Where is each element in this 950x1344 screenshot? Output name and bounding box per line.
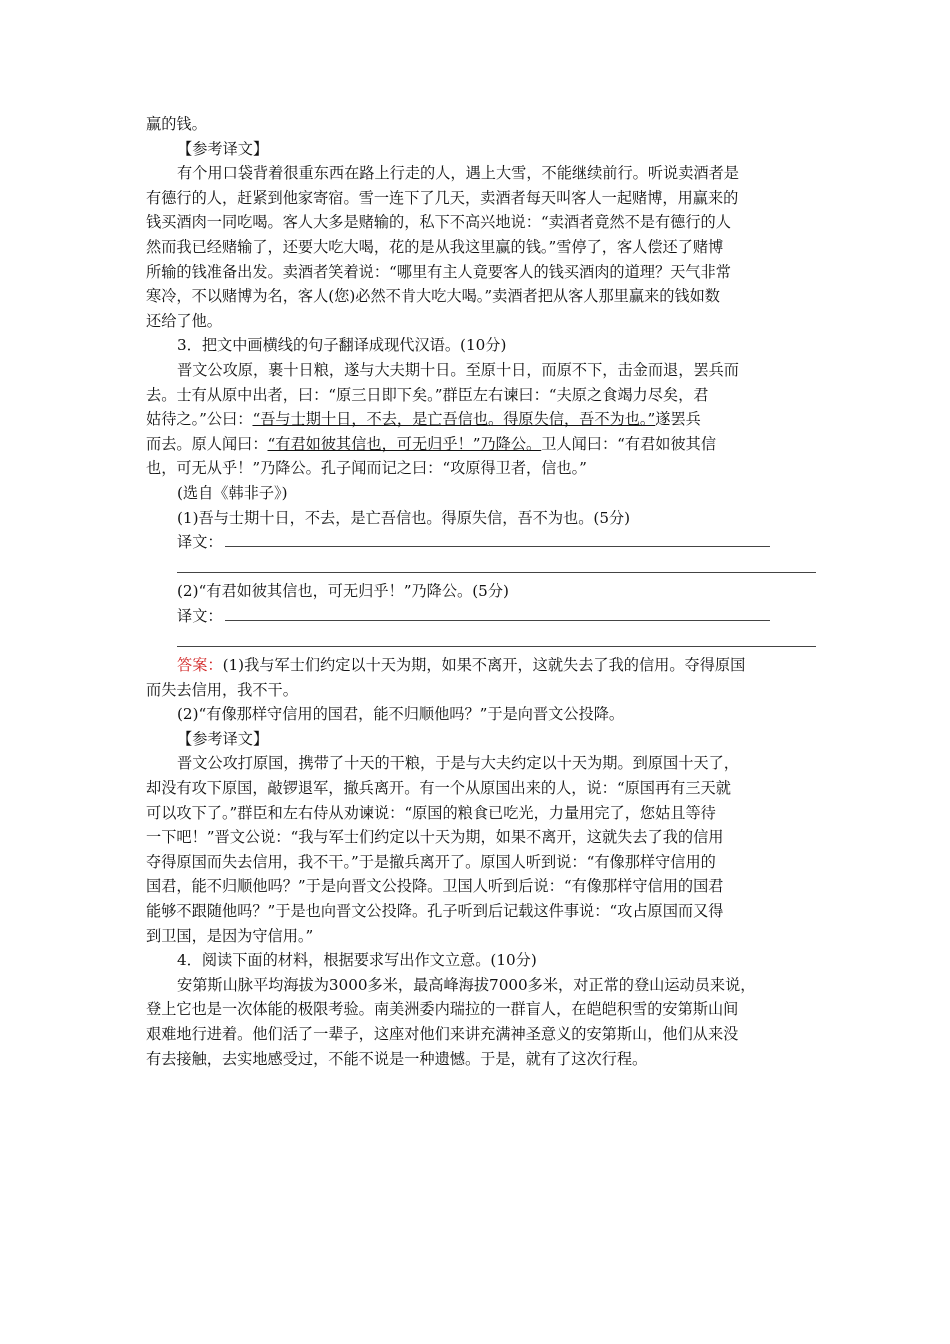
- text-line: 赢的钱。: [146, 115, 207, 133]
- text-line: 有去接触，去实地感受过，不能不说是一种遗憾。于是，就有了这次行程。: [146, 1049, 648, 1068]
- text-line: 去。士有从原中出者，曰：“原三日即下矣。”群臣左右谏曰：“夫原之食竭力尽矣，君: [146, 385, 709, 404]
- text-line: (2)“有像那样守信用的国君，能不归顺他吗？”于是向晋文公投降。: [177, 705, 625, 724]
- sub-question-2: (2)“有君如彼其信也，可无归乎！”乃降公。(5分): [177, 582, 509, 601]
- text-line: 而失去信用，我不干。: [146, 680, 298, 699]
- blank-line: [225, 619, 770, 621]
- blank-line: [146, 555, 816, 580]
- text-line: 所输的钱准备出发。卖酒者笑着说：“哪里有主人竟要客人的钱买酒肉的道理？天气非常: [146, 262, 731, 281]
- text-line: 国君，能不归顺他吗？”于是向晋文公投降。卫国人听到后说：“有像那样守信用的国君: [146, 877, 724, 896]
- question-4: 4．阅读下面的材料，根据要求写出作文立意。(10分): [177, 951, 537, 970]
- text-line: 也，可无从乎！”乃降公。孔子闻而记之曰：“攻原得卫者，信也。”: [146, 459, 587, 478]
- text-line: 能够不跟随他吗？”于是也向晋文公投降。孔子听到后记载这件事说：“攻占原国而又得: [146, 902, 724, 920]
- sub-question-1: (1)吾与士期十日，不去，是亡吾信也。得原失信，吾不为也。(5分): [177, 508, 631, 527]
- text-line: 安第斯山脉平均海拔为3000多米，最高峰海拔7000多米，对正常的登山运动员来说，: [177, 975, 756, 994]
- text-line: 有德行的人，赶紧到他家寄宿。雪一连下了几天，卖酒者每天叫客人一起赌博，用赢来的: [146, 188, 739, 207]
- text-line: 钱买酒肉一同吃喝。客人大多是赌输的，私下不高兴地说：“卖酒者竟然不是有德行的人: [146, 213, 731, 232]
- text-line: 有个用口袋背着很重东西在路上行走的人，遇上大雪，不能继续前行。听说卖酒者是: [177, 164, 739, 183]
- source-citation: (选自《韩非子》): [177, 483, 288, 502]
- text-line: 夺得原国而失去信用，我不干。”于是撤兵离开了。原国人听到说：“有像那样守信用的: [146, 852, 716, 871]
- text-line: 晋文公攻打原国，携带了十天的干粮，于是与大夫约定以十天为期。到原国十天了，: [177, 754, 739, 773]
- section-heading: 【参考译文】: [177, 139, 269, 158]
- text-line: 寒冷，不以赌博为名，客人(您)必然不肯大吃大喝。”卖酒者把从客人那里赢来的钱如数: [146, 287, 720, 306]
- answer-text: 答案：(1)我与军士们约定以十天为期，如果不离开，这就失去了我的信用。夺得原国: [177, 656, 746, 675]
- blank-line: [225, 545, 770, 547]
- document-page: [146, 112, 816, 1071]
- text-line: 到卫国，是因为守信用。”: [146, 926, 314, 945]
- text-line: 可以攻下了。”群臣和左右侍从劝谏说：“原国的粮食已吃光，力量用完了，您姑且等待: [146, 803, 716, 822]
- text-line: 艰难地行进着。他们活了一辈子，这座对他们来讲充满神圣意义的安第斯山，他们从来没: [146, 1024, 739, 1043]
- underlined-sentence-2: “有君如彼其信也，可无归乎！”乃降公。: [267, 434, 542, 453]
- text-line: 晋文公攻原，裹十日粮，遂与大夫期十日。至原十日，而原不下，击金而退，罢兵而: [177, 360, 739, 379]
- text-line: 却没有攻下原国，敲锣退军，撤兵离开。有一个从原国出来的人，说：“原国再有三天就: [146, 779, 731, 798]
- underlined-sentence-1: “吾与士期十日，不去，是亡吾信也。得原失信，吾不为也。”: [252, 410, 656, 429]
- question-3: 3．把文中画横线的句子翻译成现代汉语。(10分): [177, 336, 507, 355]
- section-heading: 【参考译文】: [177, 729, 269, 748]
- text-line: 而去。原人闻曰：“有君如彼其信也，可无归乎！”乃降公。卫人闻曰：“有君如彼其信: [146, 434, 717, 453]
- text-line: 然而我已经赌输了，还要大吃大喝，花的是从我这里赢的钱。”雪停了，客人偿还了赌博: [146, 237, 724, 256]
- text-line: 姑待之。”公曰：“吾与士期十日，不去，是亡吾信也。得原失信，吾不为也。”遂罢兵: [146, 410, 701, 429]
- text-line: 还给了他。: [146, 311, 222, 330]
- answer-line-1: 译文：: [146, 530, 816, 555]
- answer-line-2: 译文：: [146, 604, 816, 629]
- blank-line: [146, 628, 816, 653]
- answer-label: 答案：: [177, 656, 223, 675]
- text-line: 登上它也是一次体能的极限考验。南美洲委内瑞拉的一群盲人，在皑皑积雪的安第斯山间: [146, 1000, 739, 1019]
- text-line: 一下吧！”晋文公说：“我与军士们约定以十天为期，如果不离开，这就失去了我的信用: [146, 828, 724, 847]
